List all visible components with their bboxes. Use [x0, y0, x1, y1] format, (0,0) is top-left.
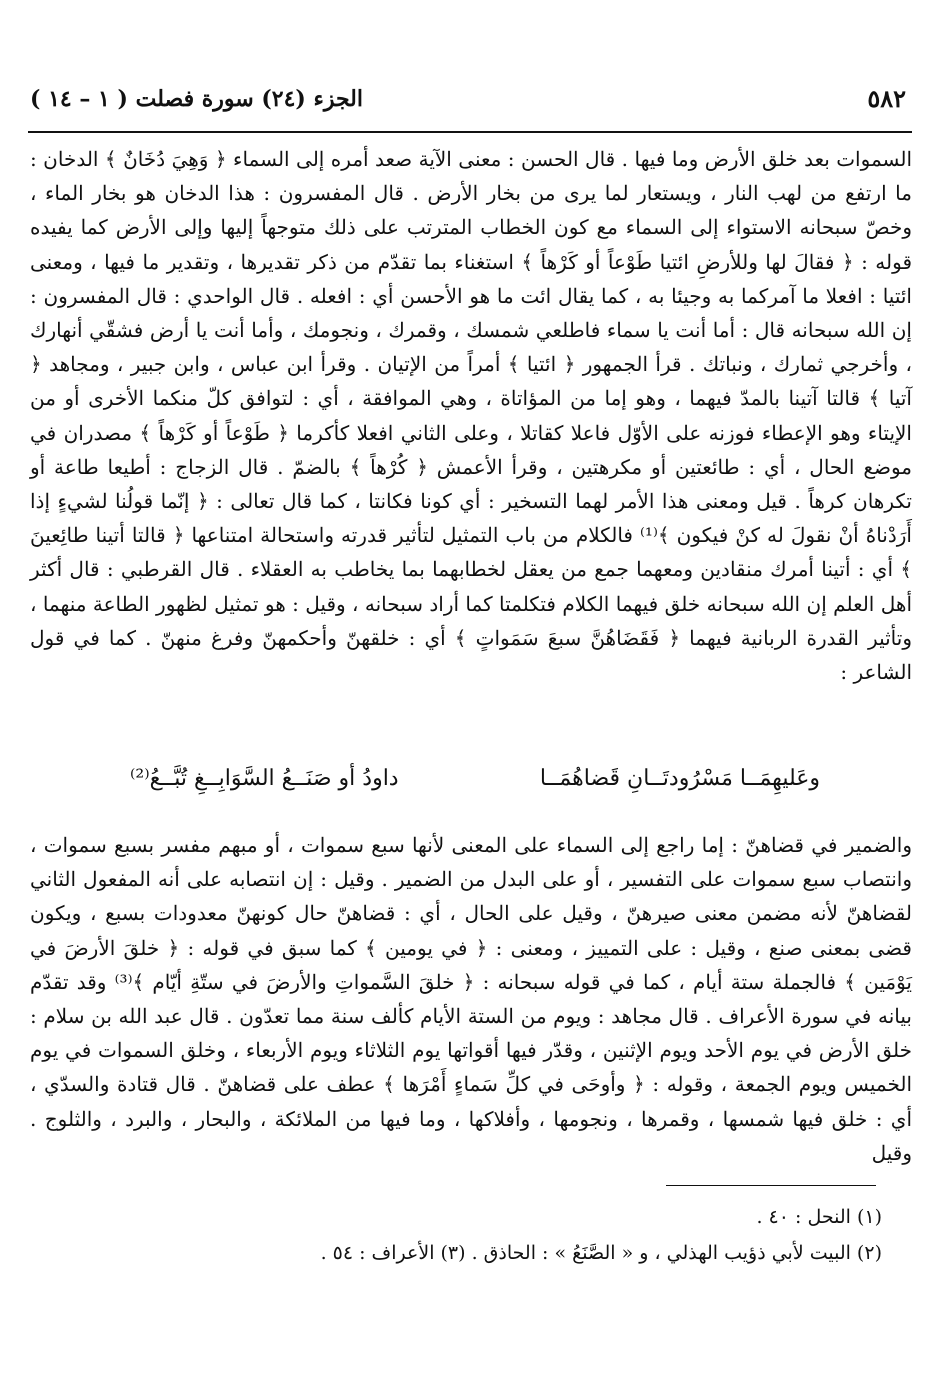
footnote-rule [666, 1185, 876, 1186]
footnote-2-3: (٢) البيت لأبي ذؤيب الهذلي ، و « الصَّنَعُ » : الحاذق . (٣) الأعراف : ٥٤ . [320, 1242, 882, 1264]
main-text-continued [30, 828, 912, 1170]
paragraph-2: والضمير في قضاهنّ : إما راجع إلى السماء على المعنى لأنها سبع سموات ، أو مبهم مفسر بسبع سموات ، وانتصاب سبع سموات على التفسير ، أو على البدل من الضمير . وقيل : إن انتصابه على أنه المفعول الثاني لقضاهنّ لأنه مضمن معنى صيرهنّ ، وقيل على الحال ، أي : قضاهنّ حال كونهنّ معدودات بسبع ، ويكون قضى بمعنى صنع ، وقيل : على التمييز ، ومعنى : ﴿ في يومين ﴾ كما سبق في قوله : ﴿ خلقَ الأرضَ في يَوْمَين ﴾ فالجملة ستة أيام ، كما في قوله سبحانه : ﴿ خلقَ السَّمواتِ والأرضَ في ستّةِ أيّام ﴾⁽³⁾ وقد تقدّم بيانه في سورة الأعراف . قال مجاهد : ويوم من الستة الأيام كألف سنة مما تعدّون . قال عبد الله بن سلام : خلق الأرض في يوم الأحد ويوم الإثنين ، وقدّر فيها أقواتها يوم الثلاثاء ويوم الأربعاء ، وخلق السموات في يوم الخميس ويوم الجمعة ، وقوله : ﴿ وأوحَى في كلِّ سَماءٍ أَمْرَها ﴾ عطف على قضاهنّ . قال قتادة والسدّي ، أي : خلق فيها شمسها ، وقمرها ، ونجومها ، وأفلاكها ، وما فيها من الملائكة ، والبحار ، والبرد ، والثلوج . وقيل [30, 833, 912, 1165]
main-text [30, 142, 912, 689]
page-header [30, 84, 912, 128]
paragraph-1: السموات بعد خلق الأرض وما فيها . قال الحسن : معنى الآية صعد أمره إلى السماء ﴿ وَهِيَ دُخَانٌ ﴾ الدخان : ما ارتفع من لهب النار ، ويستعار لما يرى من بخار الأرض . قال المفسرون : هذا الدخان هو بخار الماء ، وخصّ سبحانه الاستواء إلى السماء مع كون الخطاب المترتب على ذلك متوجهاً إليها وإلى الأرض كما يفيده قوله : ﴿ فقالَ لها وللأرضِ ائتيا طَوْعاً أو كَرْهاً ﴾ استغناء بما تقدّم من ذكر تقديرها ، وتقدير ما فيها ، ومعنى ائتيا : افعلا ما آمركما به وجيئا به ، كما يقال ائت ما هو الأحسن أي : افعله . قال الواحدي : قال المفسرون : إن الله سبحانه قال : أما أنت يا سماء فاطلعي شمسك ، وقمرك ، ونجومك ، وأما أنت يا أرض فشقّي أنهارك ، وأخرجي ثمارك ، ونباتك . قرأ الجمهور ﴿ ائتيا ﴾ أمراً من الإتيان . وقرأ ابن عباس ، وابن جبير ، ومجاهد ﴿ آتيا ﴾ قالتا آتينا بالمدّ فيهما ، وهو إما من المؤاتاة ، وهي الموافقة ، أي : لتوافق كلّ منكما الأخرى أو من الإيتاء وهو الإعطاء فوزنه على الأوّل فاعلا كقاتلا ، وعلى الثاني افعلا كأكرما ﴿ طَوْعاً أو كَرْهاً ﴾ مصدران في موضع الحال ، أي : طائعتين أو مكرهتين ، وقرأ الأعمش ﴿ كُرْهاً ﴾ بالضمّ . قال الزجاج : أطيعا طاعة أو تكرهان كرهاً . قيل ومعنى هذا الأمر لهما التسخير : أي كونا فكانتا ، كما قال تعالى : ﴿ إنّما قولُنا لشيءٍ إذا أَرَدْناهُ أنْ نقولَ له كنْ فيكون ﴾⁽¹⁾ فالكلام من باب التمثيل لتأثير قدرته واستحالة امتناعها ﴿ قالتا أتينا طائِعينَ ﴾ أي : أتينا أمرك منقادين ومعهما جمع من يعقل لخطابهما بما يخاطب به العقلاء . قال القرطبي : قال أكثر أهل العلم إن الله سبحانه خلق فيهما الكلام فتكلمتا كما أراد سبحانه ، وقيل : هو تمثيل لظهور الطاعة منهما ، وتأثير القدرة الربانية فيهما ﴿ فَقَضَاهُنَّ سبعَ سَمَواتٍ ﴾ أي : خلقهنّ وأحكمهنّ وفرغ منهنّ . كما في قول الشاعر : [30, 147, 913, 685]
header-rule [28, 131, 912, 133]
page-number: ٥٨٢ [867, 84, 906, 113]
footnote-1: (١) النحل : ٤٠ . [756, 1206, 882, 1228]
poetry-verse [130, 766, 820, 806]
verse-first-hemistich: وعَليهِمَــا مَسْرُودتَــانِ قَضاهُمَــا [539, 766, 820, 791]
footnotes [30, 1199, 882, 1271]
running-title: الجزء (٢٤) سورة فصلت ( ١ – ١٤ ) [30, 86, 363, 112]
verse-second-hemistich: داودُ أو صَنَــعُ السَّوَابِــغِ تُبَّــعُ⁽²⁾ [130, 766, 399, 791]
